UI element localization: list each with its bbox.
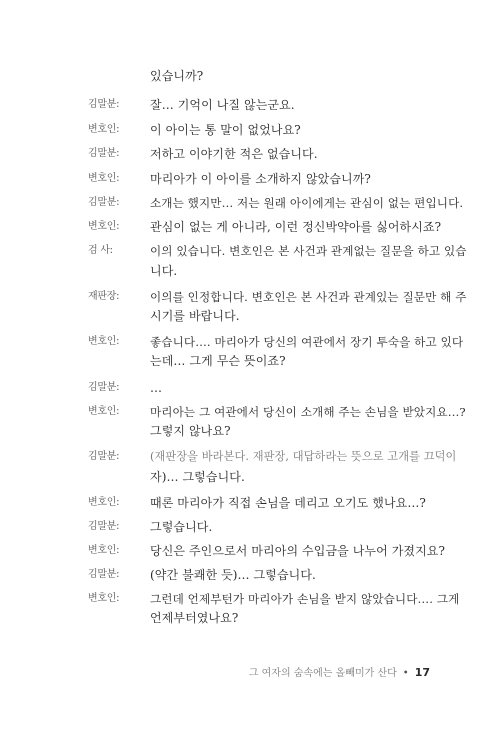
speaker-label: 변호인:: [88, 221, 120, 232]
dialogue-line-text: 시기를 바랍니다.: [150, 309, 240, 323]
speaker-label: 김말분:: [88, 521, 120, 532]
dialogue-line-text: 언제부터였나요?: [150, 611, 239, 625]
speaker-label: 변호인:: [88, 593, 120, 604]
dialogue-line-text: 그렇습니다.: [150, 520, 213, 534]
dialogue-line-text: (재판장을 바라본다. 재판장, 대답하라는 뜻으로 고개를 끄덕이: [150, 450, 457, 463]
speaker-label: 변호인:: [88, 545, 120, 556]
dialogue-line-text: 당신은 주인으로서 마리아의 수입금을 나누어 가졌지요?: [150, 544, 446, 558]
dialogue-line-text: 자)… 그렇습니다.: [150, 470, 245, 484]
speaker-label: 김말분:: [88, 569, 120, 580]
speaker-label: 김말분:: [88, 451, 120, 462]
speaker-label: 변호인:: [88, 124, 120, 135]
dialogue-line-text: 이의 있습니다. 변호인은 본 사건과 관계없는 질문을 하고 있습: [150, 244, 467, 258]
speaker-label: 김말분:: [88, 99, 120, 110]
dialogue-line-text: 니다.: [150, 264, 178, 278]
dialogue-line-text: 그렇지 않나요?: [150, 424, 231, 438]
dialogue-line-text: 이의를 인정합니다. 변호인은 본 사건과 관계있는 질문만 해 주: [150, 290, 467, 304]
dialogue-line-text: 는데… 그게 무슨 뜻이죠?: [150, 354, 286, 368]
speaker-label: 변호인:: [88, 497, 120, 508]
dialogue-line-text: (약간 불쾌한 듯)… 그렇습니다.: [150, 568, 316, 582]
speaker-label: 변호인:: [88, 336, 120, 347]
dialogue-line-text: 때론 마리아가 직접 손님을 데리고 오기도 했나요…?: [150, 496, 426, 510]
speaker-label: 변호인:: [88, 406, 120, 417]
speaker-label: 재판장:: [88, 291, 120, 302]
dialogue-line-text: 마리아가 이 아이를 소개하지 않았습니까?: [150, 172, 371, 186]
page-number: 17: [414, 666, 430, 679]
footer-separator: •: [402, 668, 409, 679]
speaker-label: 김말분:: [88, 197, 120, 208]
speaker-label: 김말분:: [88, 382, 120, 393]
speaker-label: 검 사:: [88, 245, 113, 256]
dialogue-line-text: 마리아는 그 여관에서 당신이 소개해 주는 손님을 받았지요…?: [150, 405, 466, 419]
dialogue-line-text: 있습니까?: [150, 69, 204, 83]
dialogue-line-text: 저하고 이야기한 적은 없습니다.: [150, 147, 318, 161]
dialogue-line-text: 관심이 없는 게 아니라, 이런 정신박약아를 싫어하시죠?: [150, 220, 442, 234]
dialogue-line-text: …: [150, 381, 163, 395]
dialogue-line-text: 잘… 기억이 나질 않는군요.: [150, 98, 295, 112]
dialogue-line-text: 이 아이는 통 말이 없었나요?: [150, 123, 301, 137]
speaker-label: 김말분:: [88, 148, 120, 159]
speaker-label: 변호인:: [88, 173, 120, 184]
dialogue-line-text: 소개는 했지만… 저는 원래 아이에게는 관심이 없는 편입니다.: [150, 196, 464, 210]
page-footer: [249, 664, 430, 679]
dialogue-line-text: 좋습니다…. 마리아가 당신의 여관에서 장기 투숙을 하고 있다: [150, 335, 464, 349]
dialogue-line-text: 그런데 언제부턴가 마리아가 손님을 받지 않았습니다…. 그게: [150, 592, 460, 606]
running-title: 그 여자의 숨속에는 올빼미가 산다: [248, 668, 397, 679]
